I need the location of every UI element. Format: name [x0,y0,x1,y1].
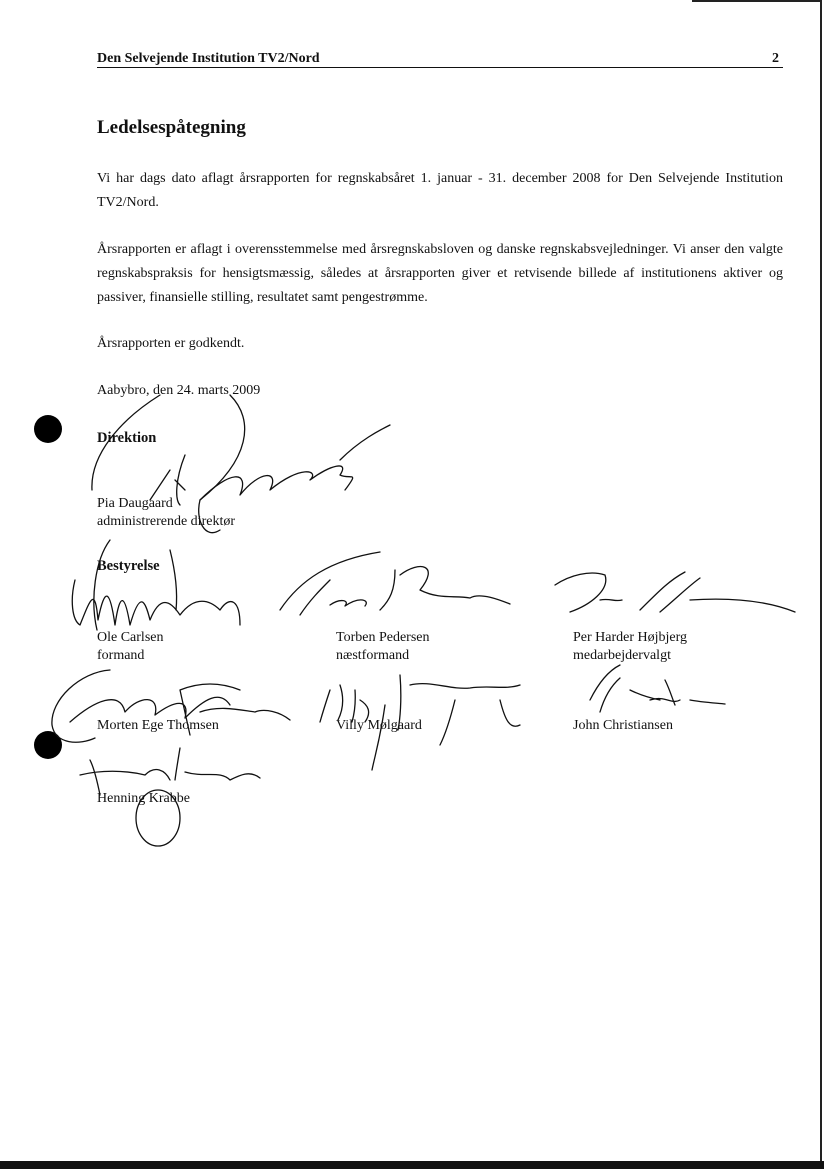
scan-edge-right [820,0,822,1169]
signature-christiansen [590,665,725,712]
paragraph-1: Vi har dags dato aflagt årsrapporten for regnskabsåret 1. januar - 31. december 2008 for Den Selvejende Institution TV2/Nord. [97,171,783,210]
signer-name-molgaard: Villy Mølgaard [336,718,422,733]
punch-hole-bottom [34,731,62,759]
signer-role-hojbjerg: medarbejdervalgt [573,648,671,663]
direktion-heading: Direktion [97,430,157,446]
signature-pedersen [280,552,510,615]
signer-name-thomsen: Morten Ege Thomsen [97,718,219,733]
signer-name-christiansen: John Christiansen [573,718,673,733]
paragraph-2: Årsrapporten er aflagt i overensstemmelse med årsregnskabsloven og danske regnskabsvejledninger. Vi anser den valgte regnskabspraksis for hensigtsmæssig, således at årsrapporten giver et retvisende billede af institutionens aktiver og passiver, finansielle stilling, resultatet samt pengestrømme. [97,242,783,305]
page-number: 2 [772,51,779,66]
signer-name-daugaard: Pia Daugaard [97,496,173,511]
bestyrelse-heading: Bestyrelse [97,558,160,574]
page-title: Ledelsespåtegning [97,117,246,138]
signature-hojbjerg [555,572,795,612]
scan-edge-top [692,0,822,2]
scan-edge-bottom [0,1161,824,1169]
signature-carlsen [72,540,240,630]
header-institution: Den Selvejende Institution TV2/Nord [97,51,320,66]
signer-role-pedersen: næstformand [336,648,410,663]
signer-name-carlsen: Ole Carlsen [97,630,164,645]
signer-name-hojbjerg: Per Harder Højbjerg [573,630,688,645]
signer-name-krabbe: Henning Krabbe [97,791,190,806]
signer-role-carlsen: formand [97,648,145,663]
signer-role-daugaard: administrerende direktør [97,514,236,529]
signer-name-pedersen: Torben Pedersen [336,630,430,645]
header-rule [97,67,783,68]
paragraph-3: Årsrapporten er godkendt. [97,336,245,351]
punch-hole-top [34,415,62,443]
place-date: Aabybro, den 24. marts 2009 [97,383,261,398]
